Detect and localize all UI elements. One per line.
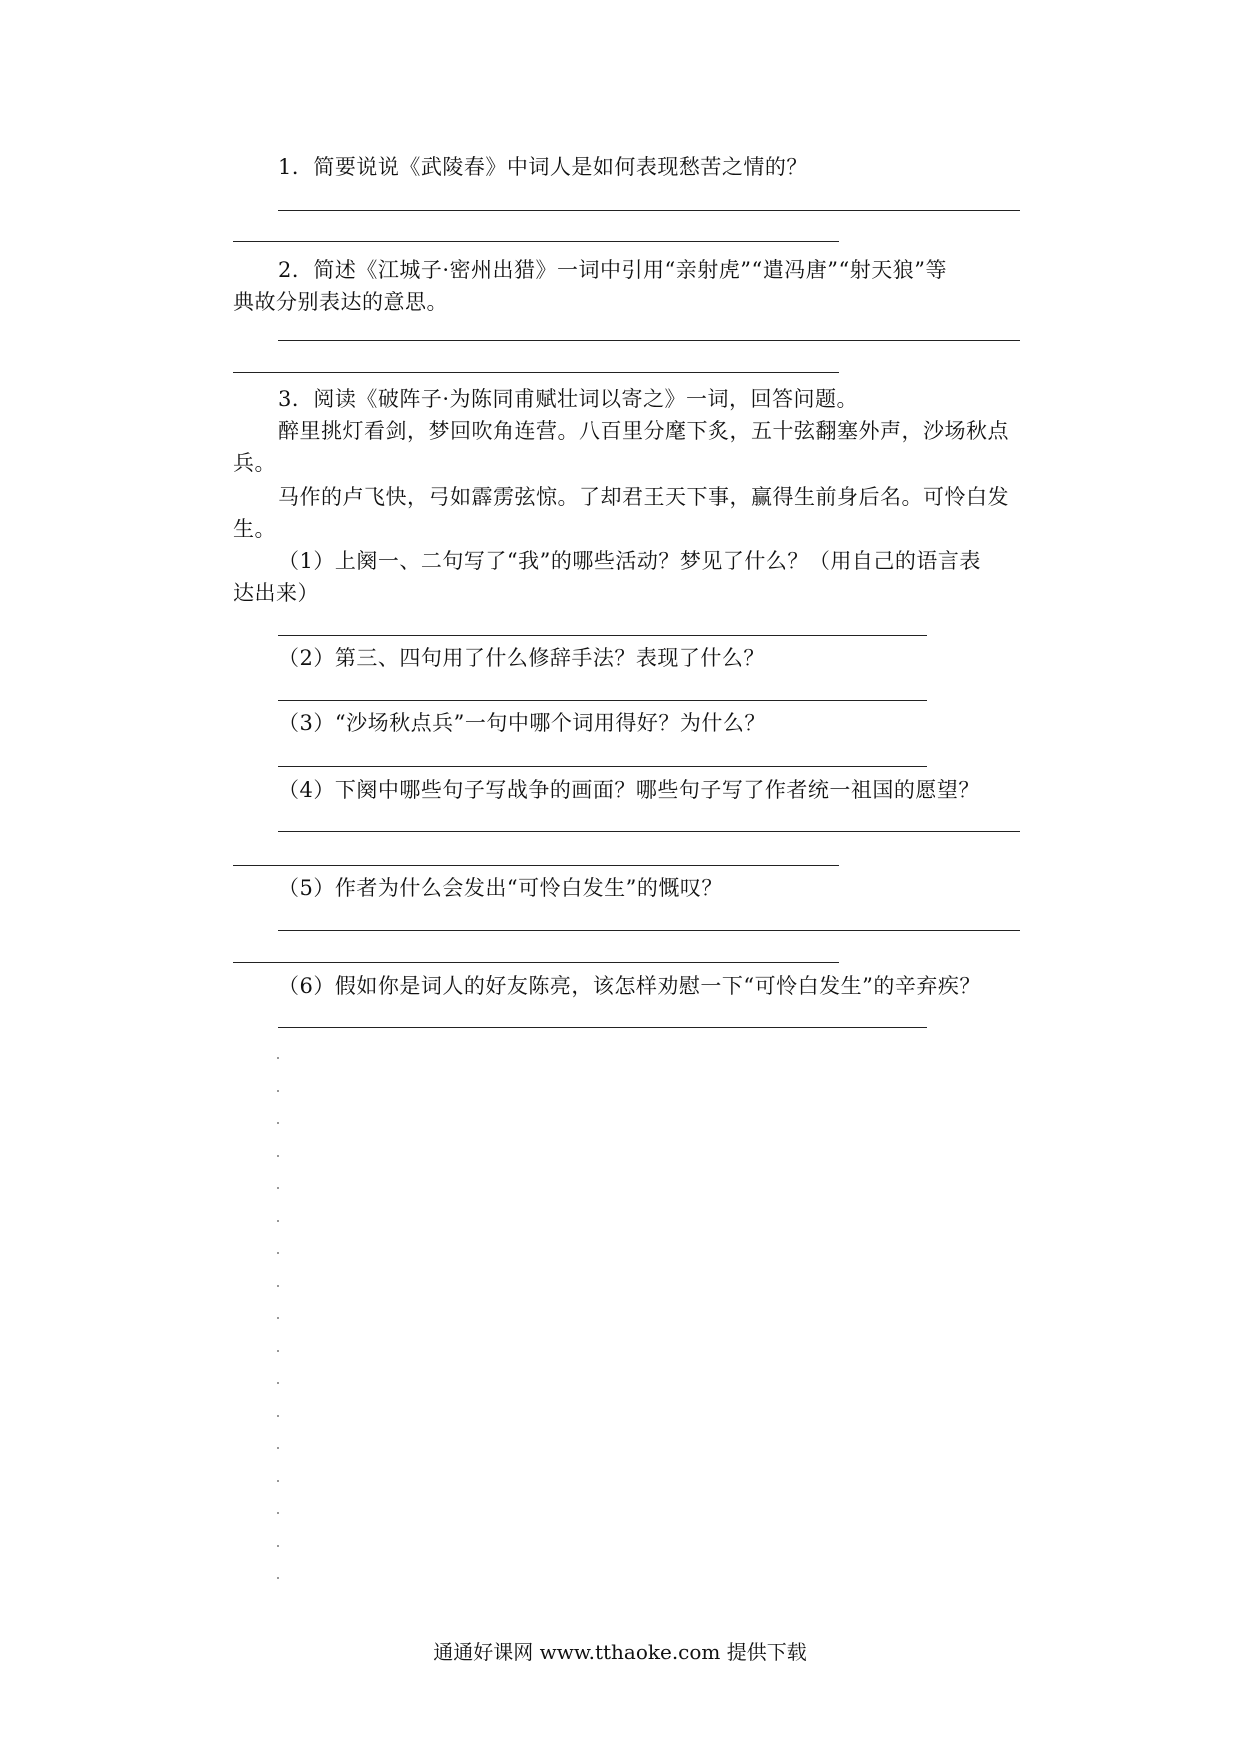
margin-dot xyxy=(277,1317,279,1319)
poem-stanza-1-line-1: 醉里挑灯看剑，梦回吹角连营。八百里分麾下炙，五十弦翻塞外声，沙场秋点 xyxy=(278,419,1009,443)
margin-dot xyxy=(277,1155,279,1157)
margin-dot xyxy=(277,1545,279,1547)
answer-line xyxy=(278,210,1020,211)
subquestion-1-line-1: （1）上阕一、二句写了“我”的哪些活动？梦见了什么？（用自己的语言表 xyxy=(278,549,981,573)
answer-line xyxy=(278,700,927,701)
answer-line xyxy=(233,865,839,866)
margin-dot xyxy=(277,1057,279,1059)
margin-dot xyxy=(277,1512,279,1514)
margin-dot xyxy=(277,1480,279,1482)
page-footer: 通通好课网 www.tthaoke.com 提供下载 xyxy=(433,1640,807,1664)
answer-line xyxy=(278,340,1020,341)
margin-dot xyxy=(277,1252,279,1254)
question-1: 1．简要说说《武陵春》中词人是如何表现愁苦之情的？ xyxy=(278,155,808,179)
subquestion-1-line-2: 达出来） xyxy=(233,581,319,605)
margin-dot xyxy=(277,1447,279,1449)
subquestion-3: （3）“沙场秋点兵”一句中哪个词用得好？为什么？ xyxy=(278,711,766,735)
margin-dot xyxy=(277,1122,279,1124)
answer-line xyxy=(278,635,927,636)
subquestion-2: （2）第三、四句用了什么修辞手法？表现了什么？ xyxy=(278,646,765,670)
poem-stanza-1-line-2: 兵。 xyxy=(233,451,276,475)
answer-line xyxy=(233,372,839,373)
margin-dot xyxy=(277,1382,279,1384)
poem-stanza-2-line-2: 生。 xyxy=(233,517,276,541)
margin-dot xyxy=(277,1220,279,1222)
question-2-line-2: 典故分别表达的意思。 xyxy=(233,290,448,314)
question-3-intro: 3．阅读《破阵子·为陈同甫赋壮词以寄之》一词，回答问题。 xyxy=(278,387,859,411)
answer-line xyxy=(278,930,1020,931)
margin-dot xyxy=(277,1577,279,1579)
margin-dot xyxy=(277,1090,279,1092)
subquestion-5: （5）作者为什么会发出“可怜白发生”的慨叹？ xyxy=(278,876,723,900)
answer-line xyxy=(278,831,1020,832)
margin-dot xyxy=(277,1415,279,1417)
subquestion-4: （4）下阕中哪些句子写战争的画面？哪些句子写了作者统一祖国的愿望？ xyxy=(278,778,980,802)
margin-dot xyxy=(277,1350,279,1352)
subquestion-6: （6）假如你是词人的好友陈亮，该怎样劝慰一下“可怜白发生”的辛弃疾？ xyxy=(278,974,981,998)
answer-line xyxy=(233,962,839,963)
question-2-line-1: 2．简述《江城子·密州出猎》一词中引用“亲射虎”“遣冯唐”“射天狼”等 xyxy=(278,258,947,282)
margin-dot xyxy=(277,1285,279,1287)
answer-line xyxy=(233,241,839,242)
answer-line xyxy=(278,766,927,767)
poem-stanza-2-line-1: 马作的卢飞快，弓如霹雳弦惊。了却君王天下事，赢得生前身后名。可怜白发 xyxy=(278,485,1009,509)
answer-line xyxy=(278,1027,927,1028)
margin-dot xyxy=(277,1187,279,1189)
